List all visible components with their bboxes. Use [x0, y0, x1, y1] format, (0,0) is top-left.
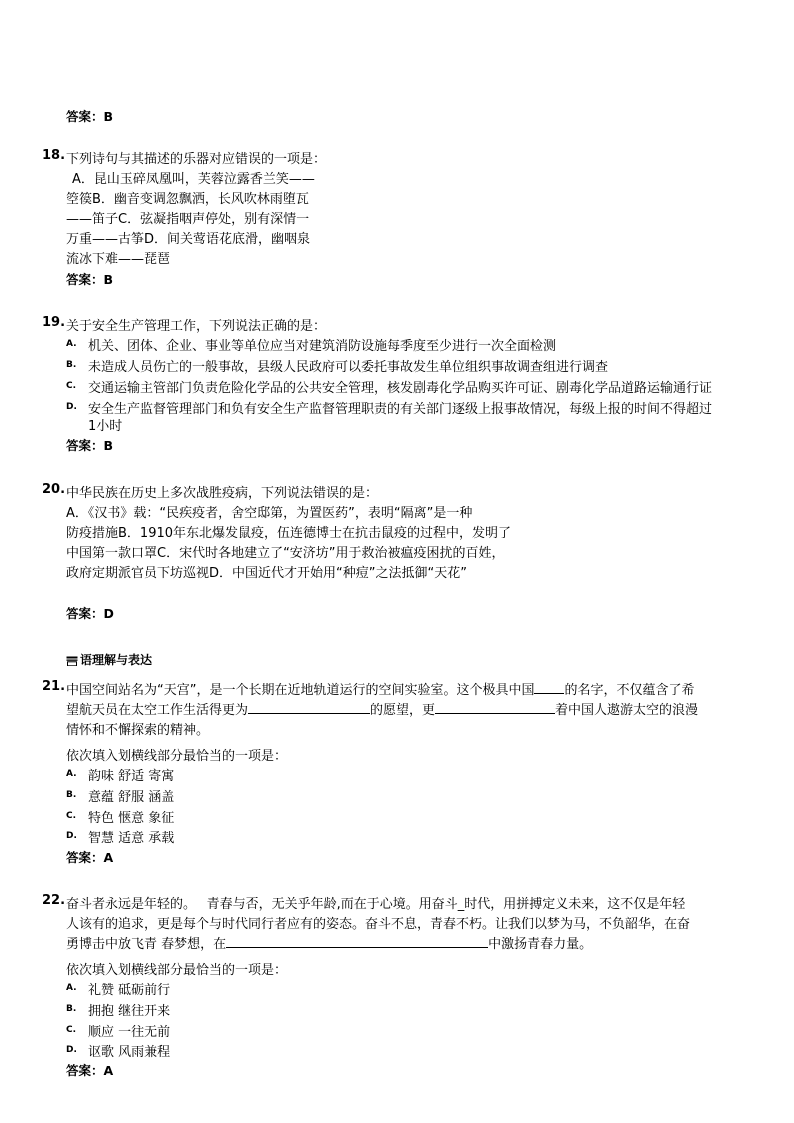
option-text: 机关、团体、企业、事业等单位应当对建筑消防设施每季度至少进行一次全面检测 — [88, 339, 557, 354]
answer-q20: 答案：D — [66, 606, 114, 621]
q21-text: 的名字，不仅蕴含了希 — [564, 683, 695, 698]
q22-text: 中激扬青春力量。 — [488, 937, 593, 952]
question-number-22: 22. — [42, 893, 66, 908]
option-label: A. — [66, 983, 77, 993]
option-label: C. — [66, 381, 77, 391]
option-label: C. — [66, 1025, 77, 1035]
fill-blank-1 — [534, 681, 564, 694]
q21-text: 中国空间站名为“天宫”，是一个长期在近地轨道运行的空间实验室。这个极具中国 — [66, 683, 535, 698]
q20-line-4: 政府定期派官员下坊巡视D．中国近代才开始用“种痘”之法抵御“天花” — [66, 566, 467, 581]
question-stem-18: 下列诗句与其描述的乐器对应错误的一项是： — [66, 152, 327, 167]
q20-line-2: 防疫措施B．1910年东北爆发鼠疫，伍连德博士在抗击鼠疫的过程中，发明了 — [66, 526, 512, 541]
q22-line-3 — [66, 933, 592, 952]
option-label: A. — [66, 769, 77, 779]
question-stem-20: 中华民族在历史上多次战胜疫病，下列说法错误的是： — [66, 486, 379, 501]
option-text: 韵味 舒适 寄寓 — [88, 769, 175, 784]
q22-prompt: 依次填入划横线部分最恰当的一项是： — [66, 963, 288, 978]
speech-icon — [66, 656, 78, 666]
q20-line-3: 中国第一款口罩C．宋代时各地建立了“安济坊”用于救治被瘟疫困扰的百姓， — [66, 546, 505, 561]
option-text: 特色 惬意 象征 — [88, 811, 175, 826]
option-label: D. — [66, 402, 77, 412]
fill-blank-4 — [226, 935, 488, 948]
q21-line-3: 情怀和不懈探索的精神。 — [66, 723, 210, 738]
q21-text: 的愿望，更 — [370, 703, 436, 718]
option-label: D. — [66, 831, 77, 841]
answer-q22: 答案：A — [66, 1063, 114, 1078]
section-header — [66, 651, 152, 668]
option-text: 顺应 一往无前 — [88, 1025, 171, 1040]
option-label: B. — [66, 360, 77, 370]
option-text: 意蕴 舒服 涵盖 — [88, 790, 175, 805]
q18-line-5: 流冰下难——琵琶 — [66, 252, 171, 267]
question-number-19: 19. — [42, 315, 66, 330]
option-text: 未造成人员伤亡的一般事故，县级人民政府可以委托事故发生单位组织事故调查组进行调查 — [88, 360, 609, 375]
q21-prompt: 依次填入划横线部分最恰当的一项是： — [66, 749, 288, 764]
answer-q17: 答案：B — [66, 109, 114, 124]
option-text: 礼赞 砥砺前行 — [88, 983, 171, 998]
answer-q21: 答案：A — [66, 850, 114, 865]
question-number-20: 20. — [42, 482, 66, 497]
q18-line-2: 箜篌B．幽音变调忽飘洒，长风吹林雨堕瓦 — [66, 192, 309, 207]
q22-text: 勇博击中放飞青 春梦想，在 — [66, 937, 227, 952]
q22-line-2: 人该有的追求，更是每个与时代同行者应有的姿态。奋斗不息，青春不朽。让我们以梦为马，不负韶华，在奋 — [66, 917, 691, 932]
option-text: 拥抱 继往开来 — [88, 1004, 171, 1019]
q21-text: 着中国人遨游太空的浪漫 — [555, 703, 699, 718]
q21-text: 望航天员在太空工作生活得更为 — [66, 703, 249, 718]
q18-line-1: A．昆山玉碎凤凰叫，芙蓉泣露香兰笑—— — [72, 172, 315, 187]
q18-line-4: 万重——古筝D．间关莺语花底滑，幽咽泉 — [66, 232, 311, 247]
option-label: B. — [66, 1004, 77, 1014]
q18-line-3: ——笛子C．弦凝指咽声停处，别有深情一 — [66, 212, 310, 227]
question-number-21: 21. — [42, 679, 66, 694]
question-stem-19: 关于安全生产管理工作，下列说法正确的是： — [66, 319, 327, 334]
option-label: A. — [66, 339, 77, 349]
answer-q19: 答案：B — [66, 438, 114, 453]
option-text: 智慧 适意 承载 — [88, 831, 175, 846]
q21-line-1 — [66, 679, 695, 698]
q21-line-2 — [66, 699, 698, 718]
question-number-18: 18. — [42, 148, 66, 163]
option-text: 交通运输主管部门负责危险化学品的公共安全管理，核发剧毒化学品购买许可证、剧毒化学品道路运输通行证 — [88, 381, 713, 396]
option-label: D. — [66, 1045, 77, 1055]
fill-blank-2 — [248, 701, 370, 714]
option-text-continued: 1小时 — [88, 419, 123, 434]
option-text: 讴歌 风雨兼程 — [88, 1045, 171, 1060]
q22-line-1: 奋斗者永远是年轻的。 青春与否，无关乎年龄,而在于心境。用奋斗_时代，用拼搏定义未来，这不仅是年轻 — [66, 897, 686, 912]
q20-line-1: A．《汉书》载：“民疾疫者，舍空邸第，为置医药”，表明“隔离”是一种 — [66, 506, 473, 521]
fill-blank-3 — [435, 701, 555, 714]
option-label: C. — [66, 811, 77, 821]
section-title: 语理解与表达 — [80, 653, 153, 667]
option-label: B. — [66, 790, 77, 800]
option-text: 安全生产监督管理部门和负有安全生产监督管理职责的有关部门逐级上报事故情况，每级上报的时间不得超过 — [88, 402, 713, 417]
answer-q18: 答案：B — [66, 272, 114, 287]
